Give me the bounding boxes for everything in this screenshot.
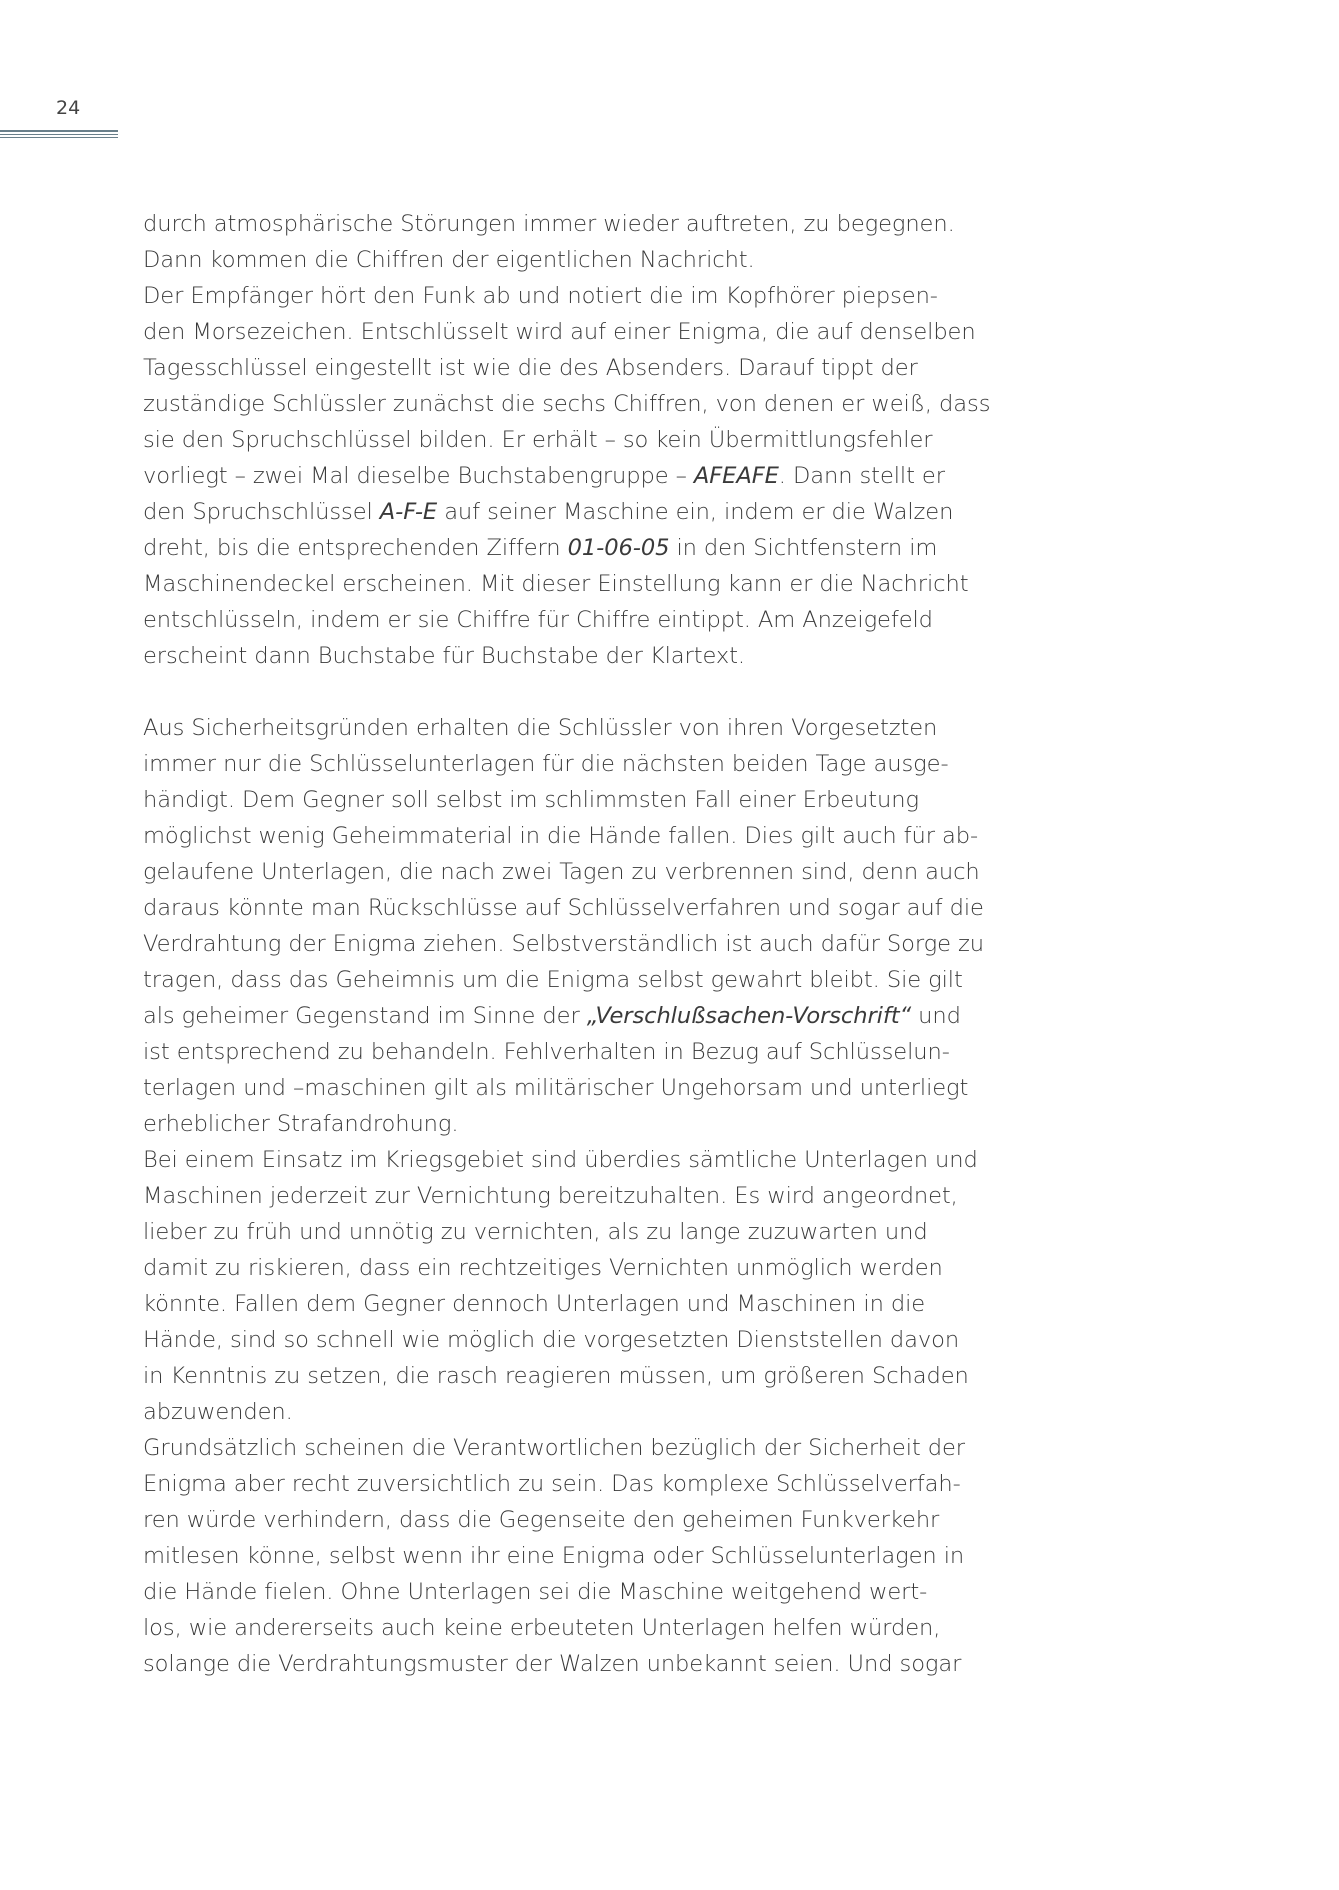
text-line: händigt. Dem Gegner soll selbst im schlimmsten Fall einer Erbeutung [143, 787, 919, 813]
text-line: Aus Sicherheitsgründen erhalten die Schlüssler von ihren Vorgesetzten [143, 715, 938, 741]
text-line: Der Empfänger hört den Funk ab und notiert die im Kopfhörer piepsen- [143, 283, 938, 309]
text-line: erheblicher Strafandrohung. [143, 1111, 459, 1137]
body-text [143, 206, 1038, 1682]
text-line: Tagesschlüssel eingestellt ist wie die des Absenders. Darauf tippt der [143, 355, 918, 381]
text-line: los, wie andererseits auch keine erbeuteten Unterlagen helfen würden, [143, 1615, 941, 1641]
text-line: Verdrahtung der Enigma ziehen. Selbstverständlich ist auch dafür Sorge zu [143, 931, 985, 957]
paragraph [143, 1142, 1038, 1430]
text-line: abzuwenden. [143, 1399, 293, 1425]
text-line: tragen, dass das Geheimnis um die Enigma selbst gewahrt bleibt. Sie gilt [143, 967, 963, 993]
text-line: Enigma aber recht zuversichtlich zu sein. Das komplexe Schlüsselverfah- [143, 1471, 961, 1497]
text-line: immer nur die Schlüsselunterlagen für die nächsten beiden Tage ausge- [143, 751, 949, 777]
emphasis: „Verschlußsachen-Vorschrift“ [586, 1003, 912, 1029]
text-line: Dann kommen die Chiffren der eigentlichen Nachricht. [143, 247, 755, 273]
text-line: daraus könnte man Rückschlüsse auf Schlüsselverfahren und sogar auf die [143, 895, 984, 921]
paragraph [143, 206, 1038, 278]
emphasis: 01-06-05 [567, 535, 670, 561]
emphasis: A-F-E [379, 499, 438, 525]
text-line: lieber zu früh und unnötig zu vernichten, als zu lange zuzuwarten und [143, 1219, 928, 1245]
text-line: dreht, bis die entsprechenden Ziffern 01-06-05 in den Sichtfenstern im [143, 535, 938, 561]
page-number: 24 [56, 97, 81, 119]
paragraph [143, 278, 1038, 674]
text-line: sie den Spruchschlüssel bilden. Er erhält – so kein Übermittlungsfehler [143, 427, 933, 453]
paragraph [143, 1430, 1038, 1682]
header-rule [0, 137, 118, 138]
text-line: den Morsezeichen. Entschlüsselt wird auf einer Enigma, die auf denselben [143, 319, 976, 345]
header-rule [0, 130, 118, 132]
text-line: die Hände fielen. Ohne Unterlagen sei die Maschine weitgehend wert- [143, 1579, 928, 1605]
text-line: möglichst wenig Geheimmaterial in die Hände fallen. Dies gilt auch für ab- [143, 823, 979, 849]
text-line: durch atmosphärische Störungen immer wieder auftreten, zu begegnen. [143, 211, 955, 237]
text-line: erscheint dann Buchstabe für Buchstabe der Klartext. [143, 643, 746, 669]
text-line: den Spruchschlüssel A-F-E auf seiner Maschine ein, indem er die Walzen [143, 499, 954, 525]
text-line: ren würde verhindern, dass die Gegenseite den geheimen Funkverkehr [143, 1507, 940, 1533]
emphasis: AFEAFE [693, 463, 779, 489]
text-line: Bei einem Einsatz im Kriegsgebiet sind überdies sämtliche Unterlagen und [143, 1147, 978, 1173]
text-line: damit zu riskieren, dass ein rechtzeitiges Vernichten unmöglich werden [143, 1255, 943, 1281]
text-line: könnte. Fallen dem Gegner dennoch Unterlagen und Maschinen in die [143, 1291, 926, 1317]
text-line: terlagen und –maschinen gilt als militärischer Ungehorsam und unterliegt [143, 1075, 969, 1101]
paragraph-gap [143, 674, 1038, 710]
text-line: Grundsätzlich scheinen die Verantwortlichen bezüglich der Sicherheit der [143, 1435, 965, 1461]
text-line: solange die Verdrahtungsmuster der Walzen unbekannt seien. Und sogar [143, 1651, 962, 1677]
text-line: mitlesen könne, selbst wenn ihr eine Enigma oder Schlüsselunterlagen in [143, 1543, 965, 1569]
text-line: gelaufene Unterlagen, die nach zwei Tagen zu verbrennen sind, denn auch [143, 859, 980, 885]
text-line: Maschinendeckel erscheinen. Mit dieser Einstellung kann er die Nachricht [143, 571, 969, 597]
text-line: als geheimer Gegenstand im Sinne der „Verschlußsachen-Vorschrift“ und [143, 1003, 961, 1029]
text-line: Maschinen jederzeit zur Vernichtung bereitzuhalten. Es wird angeordnet, [143, 1183, 958, 1209]
header-rule [0, 134, 118, 135]
text-line: ist entsprechend zu behandeln. Fehlverhalten in Bezug auf Schlüsselun- [143, 1039, 950, 1065]
text-line: entschlüsseln, indem er sie Chiffre für Chiffre eintippt. Am Anzeigefeld [143, 607, 933, 633]
text-line: Hände, sind so schnell wie möglich die vorgesetzten Dienststellen davon [143, 1327, 960, 1353]
text-line: vorliegt – zwei Mal dieselbe Buchstabengruppe – AFEAFE. Dann stellt er [143, 463, 945, 489]
paragraph [143, 710, 1038, 1142]
text-line: in Kenntnis zu setzen, die rasch reagieren müssen, um größeren Schaden [143, 1363, 969, 1389]
text-line: zuständige Schlüssler zunächst die sechs Chiffren, von denen er weiß, dass [143, 391, 991, 417]
